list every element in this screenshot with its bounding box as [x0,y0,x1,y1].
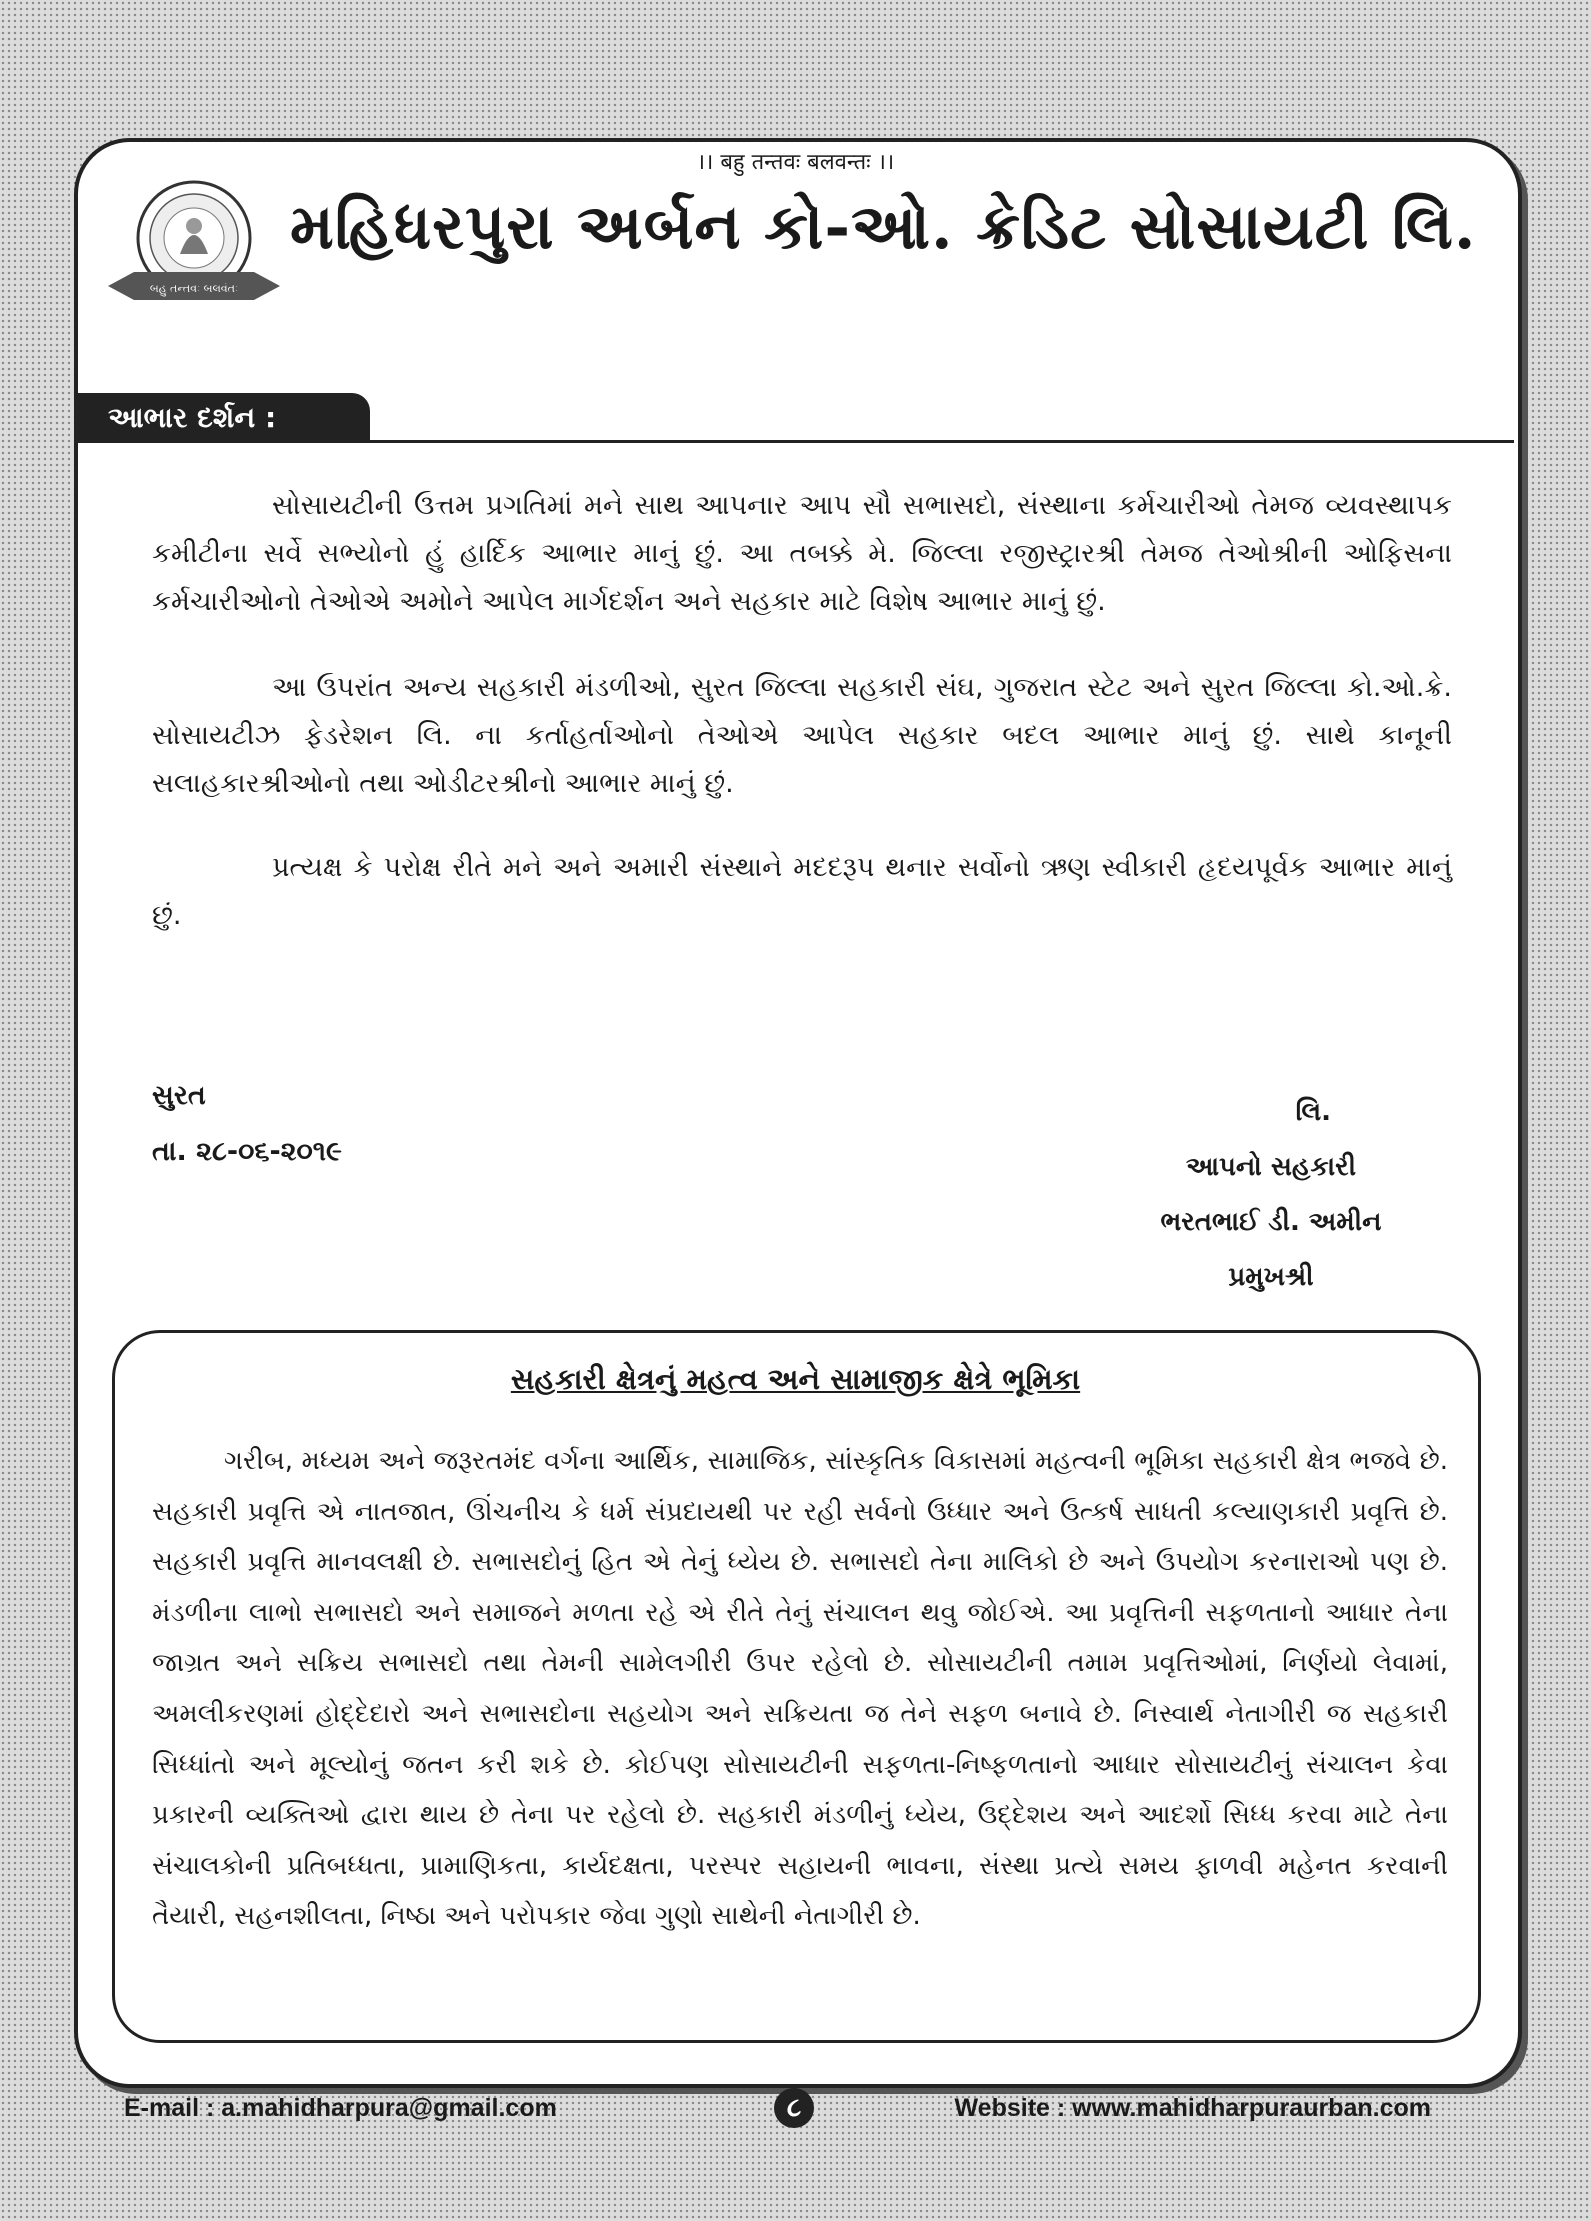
page-number: ૮ [774,2088,814,2128]
signature-block [1111,1085,1431,1305]
closing: લિ. [1295,1097,1331,1127]
section-divider [370,440,1514,443]
box-body: ગરીબ, મધ્યમ અને જરૂરતમંદ વર્ગના આર્થિક, સામાજિક, સાંસ્કૃતિક વિકાસમાં મહત્વની ભૂમિકા સહકારી ક્ષેત્ર ભજવે છે. સહકારી પ્રવૃત્તિ એ નાતજાત, ઊંચનીચ કે ધર્મ સંપ્રદાયથી પર રહી સર્વનો ઉધ્ધાર અને ઉત્કર્ષ સાધતી કલ્યાણકારી પ્રવૃત્તિ છે. સહકારી પ્રવૃત્તિ માનવલક્ષી છે. સભાસદોનું હિત એ તેનું ધ્યેય છે. સભાસદો તેના માલિકો છે અને ઉપયોગ કરનારાઓ પણ છે. મંડળીના લાભો સભાસદો અને સમાજને મળતા રહે એ રીતે તેનું સંચાલન થવુ જોઈએ. આ પ્રવૃત્તિની સફળતાનો આધાર તેના જાગ્રત અને સક્રિય સભાસદો તથા તેમની સામેલગીરી ઉપર રહેલો છે. સોસાયટીની તમામ પ્રવૃત્તિઓમાં, નિર્ણયો લેવામાં, અમલીકરણમાં હોદ્દેદારો અને સભાસદોના સહયોગ અને સક્રિયતા જ તેને સફળ બનાવે છે. નિસ્વાર્થ નેતાગીરી જ સહકારી સિધ્ધાંતો અને મૂલ્યોનું જતન કરી શકે છે. કોઈપણ સોસાયટીની સફળતા-નિષ્ફળતાનો આધાર સોસાયટીનું સંચાલન કેવા પ્રકારની વ્યક્તિઓ દ્વારા થાય છે તેના પર રહેલો છે. સહકારી મંડળીનું ધ્યેય, ઉદ્દેશય અને આદર્શો સિધ્ધ કરવા માટે તેના સંચાલકોની પ્રતિબધ્ધતા, પ્રામાણિકતા, કાર્યદક્ષતા, પરસ્પર સહાયની ભાવના, સંસ્થા પ્રત્યે સમય ફાળવી મહેનત કરવાની તૈયારી, સહનશીલતા, નિષ્ઠા અને પરોપકાર જેવા ગુણો સાથેની નેતાગીરી છે. [152,1446,1448,1932]
signatory-designation: પ્રમુખશ્રી [1228,1262,1314,1292]
box-title: સહકારી ક્ષેત્રનું મહત્વ અને સામાજીક ક્ષેત્રે ભૂમિકા [510,1362,1081,1396]
paragraph: સોસાયટીની ઉત્તમ પ્રગતિમાં મને સાથ આપનાર આપ સૌ સભાસદો, સંસ્થાના કર્મચારીઓ તેમજ વ્યવસ્થાપક કમીટીના સર્વે સભ્યોનો હું હાર્દિક આભાર માનું છું. આ તબક્કે મે. જિલ્લા રજીસ્ટ્રારશ્રી તેમજ તેઓશ્રીની ઓફિસના કર્મચારીઓનો તેઓએ અમોને આપેલ માર્ગદર્શન અને સહકાર માટે વિશેષ આભાર માનું છું. [152,490,1452,617]
society-logo [104,176,284,326]
footer-email: E-mail : a.mahidharpura@gmail.com [124,2094,557,2122]
signatory-name: ભરતભાઈ ડી. અમીન [1160,1207,1382,1237]
signature-line: આપનો સહકારી [1185,1152,1357,1182]
section-heading: આભાર દર્શન : [74,393,370,443]
paragraph: પ્રત્યક્ષ કે પરોક્ષ રીતે મને અને અમારી સંસ્થાને મદદરૂપ થનાર સર્વોનો ઋણ સ્વીકારી હૃદયપૂર્વક આભાર માનું છું. [152,852,1452,931]
page-title: મહિધરપુરા અર્બન કો-ઓ. ક્રેડિટ સોસાયટી લિ. [290,190,1477,263]
paragraph: આ ઉપરાંત અન્ય સહકારી મંડળીઓ, સુરત જિલ્લા સહકારી સંઘ, ગુજરાત સ્ટેટ અને સુરત જિલ્લા કો.ઓ.ક્રે. સોસાયટીઝ ફેડરેશન લિ. ના કર્તાહર્તાઓનો તેઓએ આપેલ સહકાર બદલ આભાર માનું છું. સાથે કાનૂની સલાહકારશ્રીઓનો તથા ઓડીટરશ્રીનો આભાર માનું છું. [152,672,1452,799]
motto: ।। बहु तन्तवः बलवन्तः ।। [696,150,895,175]
footer-website: Website : www.mahidharpuraurban.com [954,2094,1431,2122]
place: સુરત [152,1080,206,1111]
date: તા. ૨૮-૦૬-૨૦૧૯ [152,1136,342,1167]
logo-motto: બહુ તન્તવઃ બલવંતઃ [149,282,239,295]
